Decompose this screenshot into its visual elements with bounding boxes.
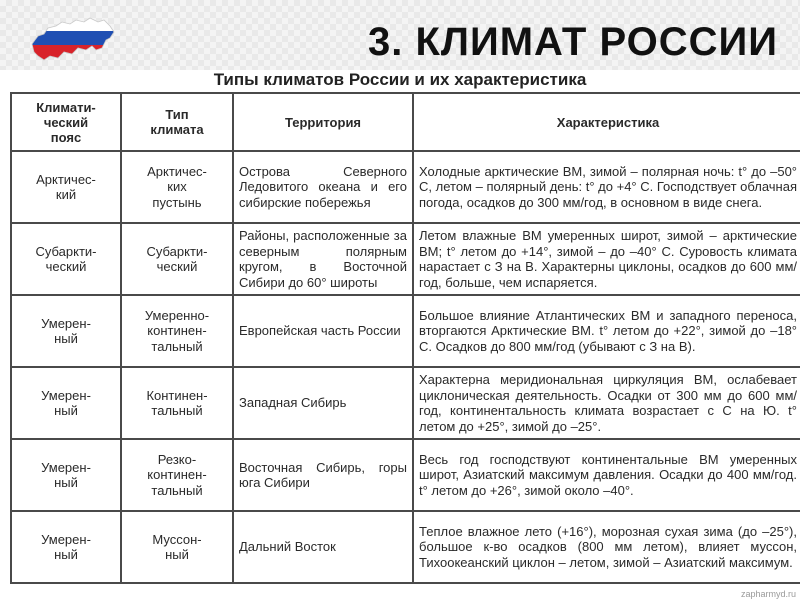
belt-cell: Умерен- ный: [11, 439, 121, 511]
table-row: [11, 151, 800, 223]
climate-type-cell: Арктичес- ких пустынь: [121, 151, 233, 223]
description-cell: Летом влажные ВМ умеренных широт, зимой – арктические ВМ; t° летом до +14°, зимой – до –40° С. Суровость климата нарастает с З на В. Характерны циклоны, осадков до 600 мм/год, больше, чем испаряется.: [413, 223, 800, 295]
territory-cell: Районы, расположенные за северным полярным кругом, в Восточной Сибири до 60° широты: [233, 223, 413, 295]
territory-cell: Западная Сибирь: [233, 367, 413, 439]
description-cell: Холодные арктические ВМ, зимой – полярная ночь: t° до –50° С, летом – полярный день: t° до +4° С. Господствует облачная погода, осадков до 300 мм/год, в основном в виде снега.: [413, 151, 800, 223]
russia-flag-map-icon: [30, 14, 116, 64]
table-row: [11, 295, 800, 367]
climate-type-cell: Субаркти- ческий: [121, 223, 233, 295]
belt-cell: Умерен- ный: [11, 295, 121, 367]
territory-cell: Европейская часть России: [233, 295, 413, 367]
column-header-climate-type: Тип климата: [121, 93, 233, 151]
table-row: [11, 367, 800, 439]
column-header-territory: Территория: [233, 93, 413, 151]
slide-header: [0, 0, 800, 70]
territory-cell: Острова Северного Ледовитого океана и его сибирские побережья: [233, 151, 413, 223]
belt-cell: Умерен- ный: [11, 367, 121, 439]
table-title: Типы климатов России и их характеристика: [213, 70, 587, 89]
description-cell: Характерна меридиональная циркуляция ВМ, ослабевает циклоническая деятельность. Осадки от 300 мм до 600 мм/год, континентальность климата возрастает с С на Ю. t° летом до +25°, зимой до –25°.: [413, 367, 800, 439]
description-cell: Большое влияние Атлантических ВМ и западного переноса, вторгаются Арктические ВМ. t° летом до +22°, зимой до –18° С. Осадков до 800 мм/год (убывают с З на В).: [413, 295, 800, 367]
column-header-description: Характеристика: [413, 93, 800, 151]
watermark: zapharmyd.ru: [740, 589, 796, 599]
belt-cell: Арктичес- кий: [11, 151, 121, 223]
description-cell: Теплое влажное лето (+16°), морозная сухая зима (до –25°), большое к-во осадков (800 мм летом), влияет муссон, Тихоокеанский циклон – летом, зимой – Азиатский максимум.: [413, 511, 800, 583]
table-row: [11, 439, 800, 511]
table-header-row: [11, 93, 800, 151]
table-row: [11, 223, 800, 295]
belt-cell: Умерен- ный: [11, 511, 121, 583]
climate-type-cell: Муссон- ный: [121, 511, 233, 583]
territory-cell: Дальний Восток: [233, 511, 413, 583]
slide-title: 3. КЛИМАТ РОССИИ: [367, 20, 778, 64]
climate-type-cell: Умеренно- континен- тальный: [121, 295, 233, 367]
territory-cell: Восточная Сибирь, горы юга Сибири: [233, 439, 413, 511]
climate-table: [10, 92, 800, 584]
climate-type-cell: Резко- континен- тальный: [121, 439, 233, 511]
table-row: [11, 511, 800, 583]
climate-type-cell: Континен- тальный: [121, 367, 233, 439]
belt-cell: Субаркти- ческий: [11, 223, 121, 295]
column-header-belt: Климати- ческий пояс: [11, 93, 121, 151]
description-cell: Весь год господствуют континентальные ВМ умеренных широт, Азиатский максимум давления. Осадки до 400 мм/год. t° летом до +26°, зимой около –40°.: [413, 439, 800, 511]
